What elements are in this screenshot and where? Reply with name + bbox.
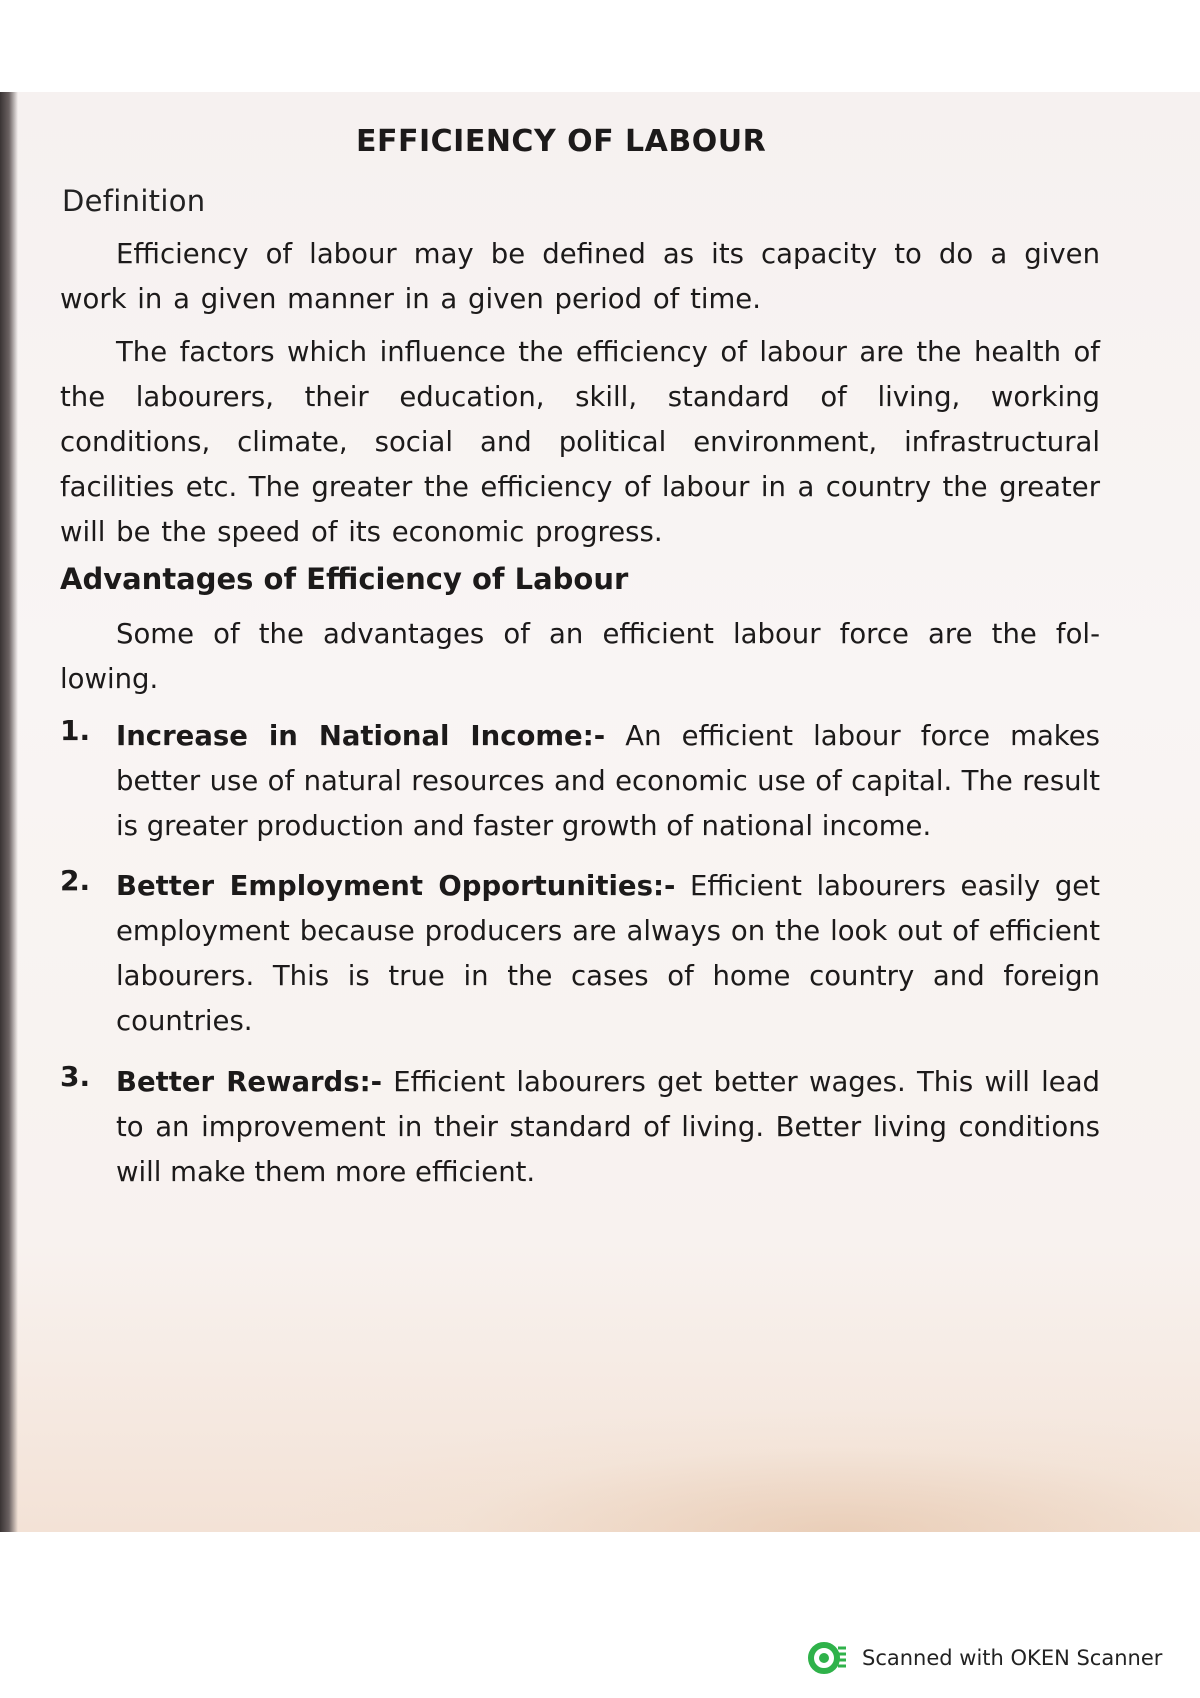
advantage-title: Better Rewards:- xyxy=(116,1066,383,1098)
advantages-heading: Advantages of Efficiency of Labour xyxy=(60,562,629,596)
page-title: EFFICIENCY OF LABOUR xyxy=(356,124,767,159)
advantage-body xyxy=(116,714,1100,849)
definition-heading: Definition xyxy=(62,184,206,218)
advantage-text: An efficient labour force makes better use of natural resources and economic use of capital. The result is greater production and faster growth of national income. xyxy=(116,720,1101,842)
paper-stain xyxy=(300,1412,1200,1532)
page-edge-shadow xyxy=(0,92,18,1532)
advantage-number: 2. xyxy=(60,864,91,897)
advantage-text: Efficient labourers get better wages. This will lead to an improvement in their standard of living. Better living conditions will make them more efficient. xyxy=(116,1066,1100,1188)
scanned-page xyxy=(0,92,1200,1532)
advantage-body xyxy=(116,1060,1100,1195)
advantages-intro: Some of the advantages of an efficient labour force are the fol-lowing. xyxy=(60,618,1100,695)
oken-scanner-logo-icon xyxy=(808,1640,848,1676)
advantage-body xyxy=(116,864,1100,1044)
advantage-title: Increase in National Income:- xyxy=(116,720,606,752)
advantage-title: Better Employment Opportunities:- xyxy=(116,870,676,902)
scanner-footer xyxy=(808,1640,1162,1676)
scanner-label: Scanned with OKEN Scanner xyxy=(862,1646,1163,1670)
advantage-number: 3. xyxy=(60,1060,91,1093)
advantage-number: 1. xyxy=(60,714,91,747)
factors-paragraph: The factors which influence the efficiency of labour are the health of the labourers, their education, skill, standard of living, working conditions, climate, social and political environment, infrastructural facilities etc. The greater the efficiency of labour in a country the greater will be the speed of its economic progress. xyxy=(60,336,1100,548)
advantage-text: Efficient labourers easily get employment because producers are always on the look out of efficient labourers. This is true in the cases of home country and foreign countries. xyxy=(116,870,1100,1037)
definition-paragraph: Efficiency of labour may be defined as its capacity to do a given work in a given manner in a given period of time. xyxy=(60,238,1100,315)
